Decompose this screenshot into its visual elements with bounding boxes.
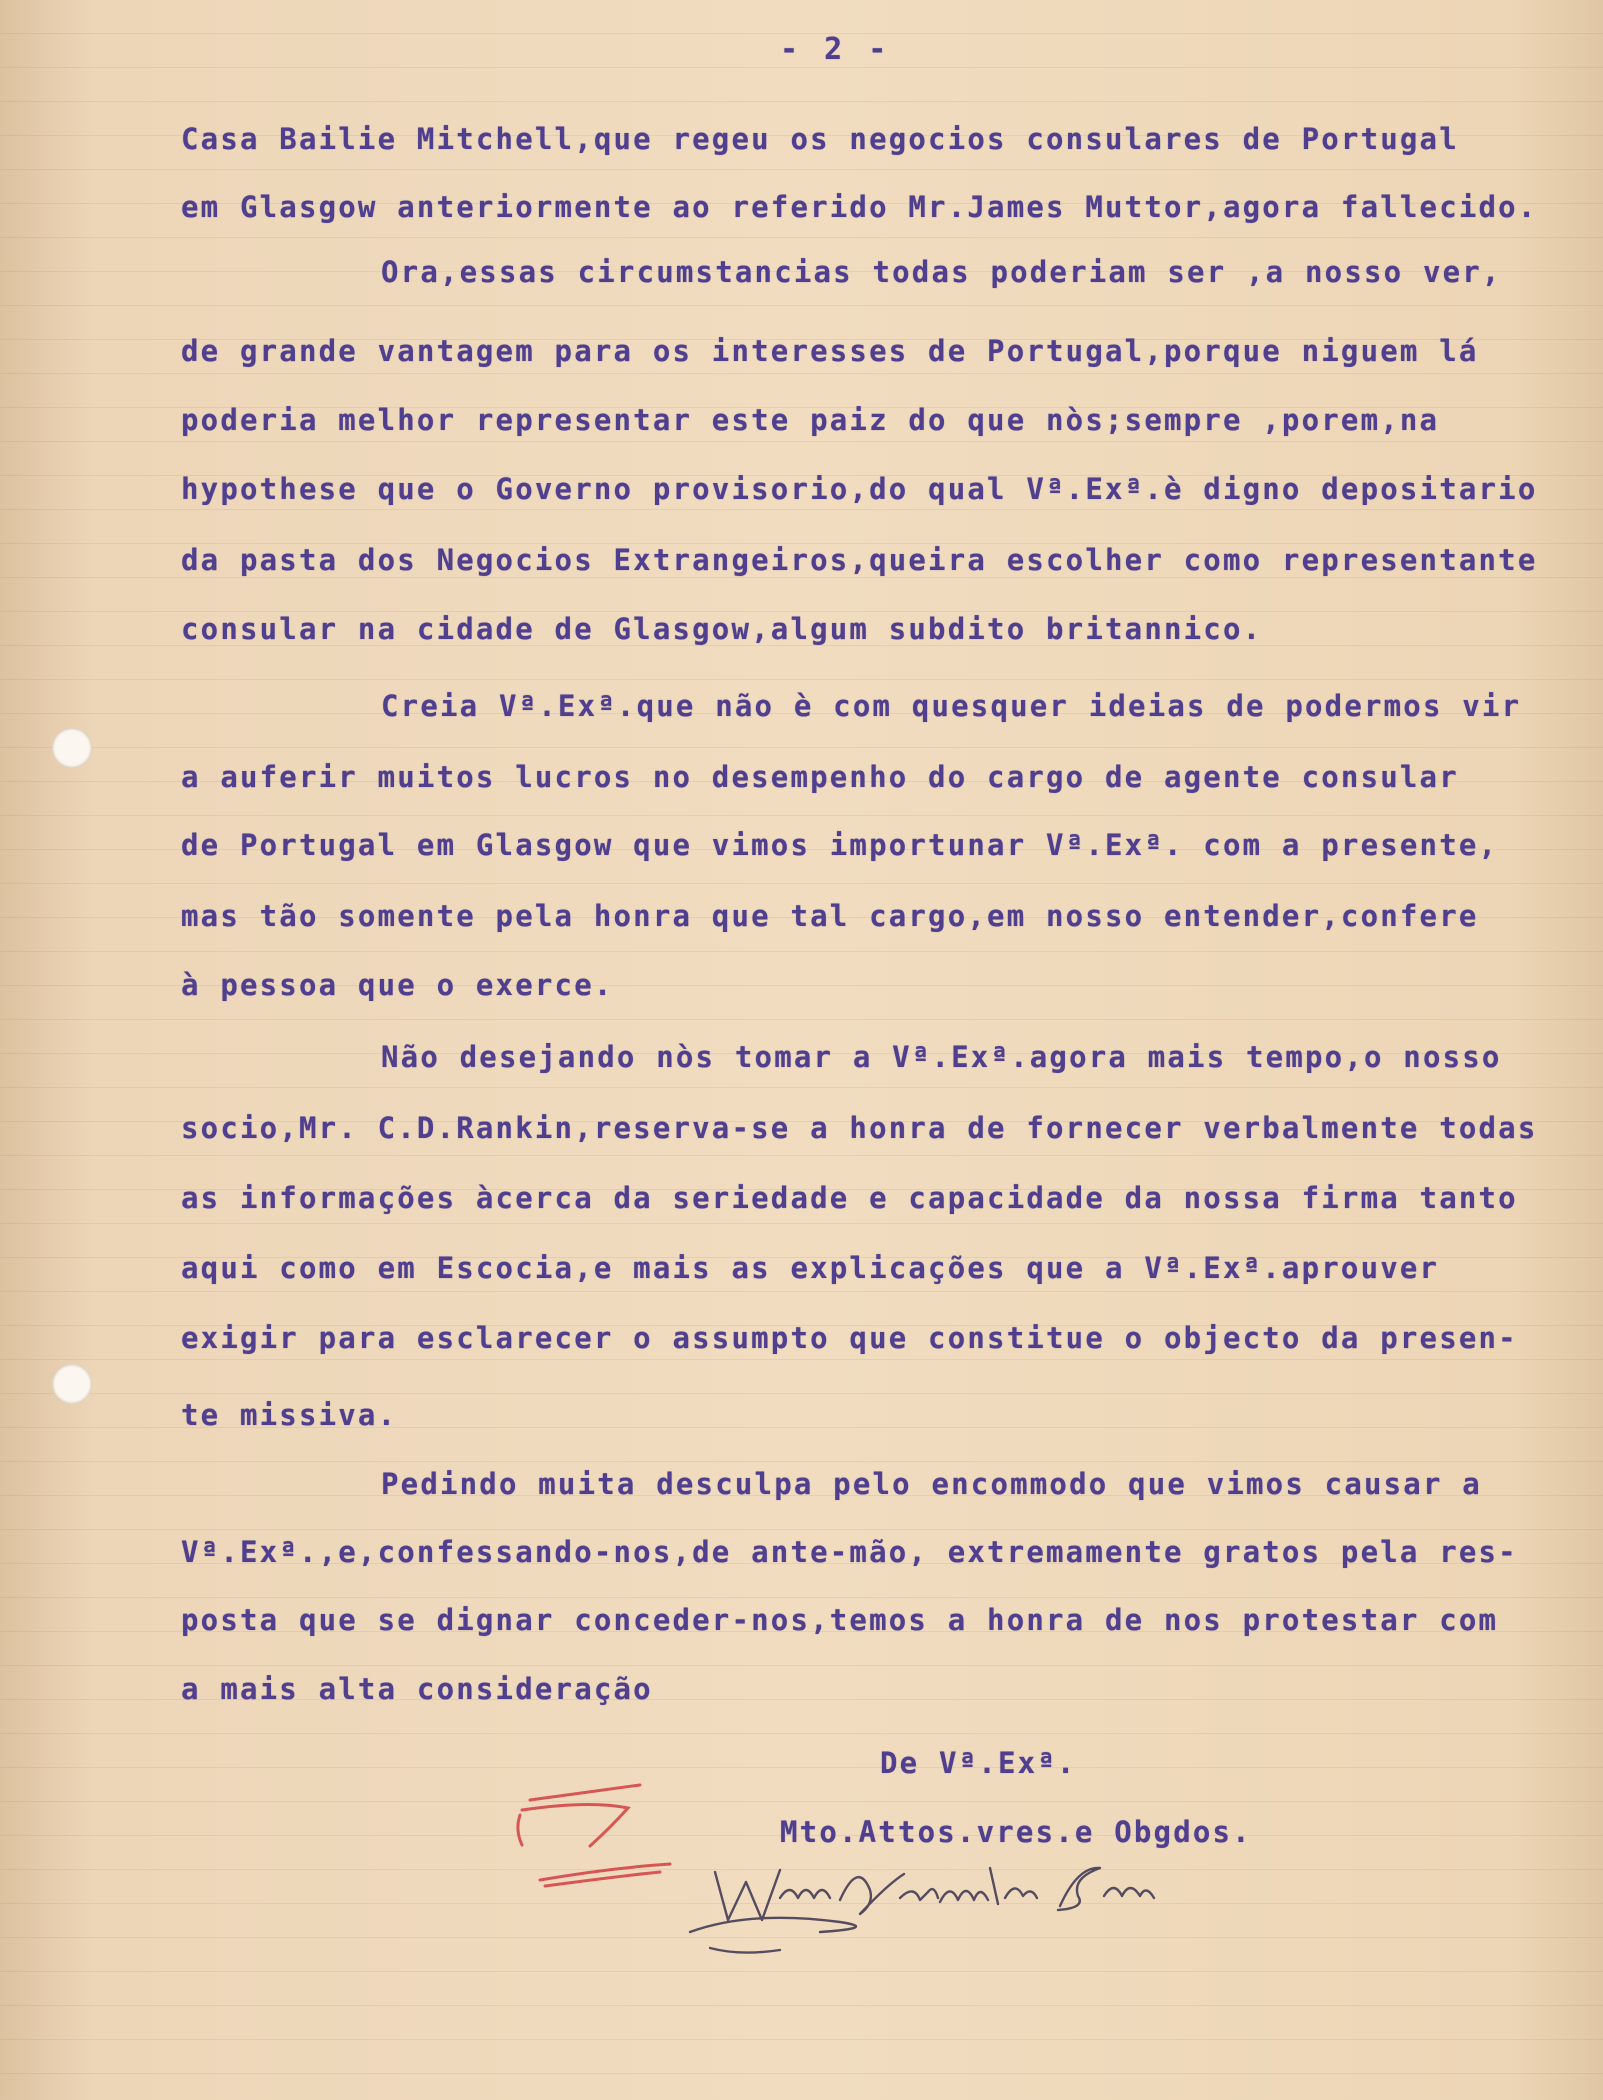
text-line: Não desejando nòs tomar a Vª.Exª.agora mais tempo,o nosso bbox=[381, 1040, 1502, 1074]
text-line: Vª.Exª.,e,confessando-nos,de ante-mão, extremamente gratos pela res- bbox=[181, 1535, 1518, 1569]
text-line: exigir para esclarecer o assumpto que constitue o objecto da presen- bbox=[181, 1321, 1518, 1355]
red-stamp-mark bbox=[518, 1785, 670, 1886]
text-line: a auferir muitos lucros no desempenho do cargo de agente consular bbox=[181, 760, 1459, 794]
text-line: em Glasgow anteriormente ao referido Mr.James Muttor,agora fallecido. bbox=[181, 190, 1538, 224]
text-line: posta que se dignar conceder-nos,temos a honra de nos protestar com bbox=[181, 1603, 1499, 1637]
text-line: Casa Bailie Mitchell,que regeu os negocios consulares de Portugal bbox=[181, 122, 1459, 156]
text-line: hypothese que o Governo provisorio,do qual Vª.Exª.è digno depositario bbox=[181, 472, 1538, 506]
text-line: as informações àcerca da seriedade e capacidade da nossa firma tanto bbox=[181, 1181, 1518, 1215]
text-line: poderia melhor representar este paiz do que nòs;sempre ,porem,na bbox=[181, 403, 1440, 437]
closing-signoff: Mto.Attos.vres.e Obgdos. bbox=[780, 1815, 1252, 1849]
text-line: da pasta dos Negocios Extrangeiros,queira escolher como representante bbox=[181, 543, 1538, 577]
text-line: te missiva. bbox=[181, 1398, 398, 1432]
punch-hole-top bbox=[52, 728, 92, 768]
handwritten-signature bbox=[500, 1780, 1260, 1960]
text-line: à pessoa que o exerce. bbox=[181, 968, 614, 1002]
text-line: Ora,essas circumstancias todas poderiam ser ,a nosso ver, bbox=[381, 255, 1502, 289]
text-line: Creia Vª.Exª.que não è com quesquer ideias de podermos vir bbox=[381, 689, 1522, 723]
closing-salutation: De Vª.Exª. bbox=[880, 1746, 1077, 1780]
text-line: Pedindo muita desculpa pelo encommodo que vimos causar a bbox=[381, 1467, 1482, 1501]
text-line: socio,Mr. C.D.Rankin,reserva-se a honra de fornecer verbalmente todas bbox=[181, 1111, 1538, 1145]
page-number: - 2 - bbox=[780, 32, 891, 67]
punch-hole-bottom bbox=[52, 1364, 92, 1404]
text-line: a mais alta consideração bbox=[181, 1672, 653, 1706]
signature-ink bbox=[690, 1868, 1154, 1953]
text-line: aqui como em Escocia,e mais as explicações que a Vª.Exª.aprouver bbox=[181, 1251, 1440, 1285]
text-line: de Portugal em Glasgow que vimos importunar Vª.Exª. com a presente, bbox=[181, 828, 1499, 862]
text-line: consular na cidade de Glasgow,algum subdito britannico. bbox=[181, 612, 1263, 646]
text-line: mas tão somente pela honra que tal cargo,em nosso entender,confere bbox=[181, 899, 1479, 933]
text-line: de grande vantagem para os interesses de Portugal,porque niguem lá bbox=[181, 334, 1479, 368]
